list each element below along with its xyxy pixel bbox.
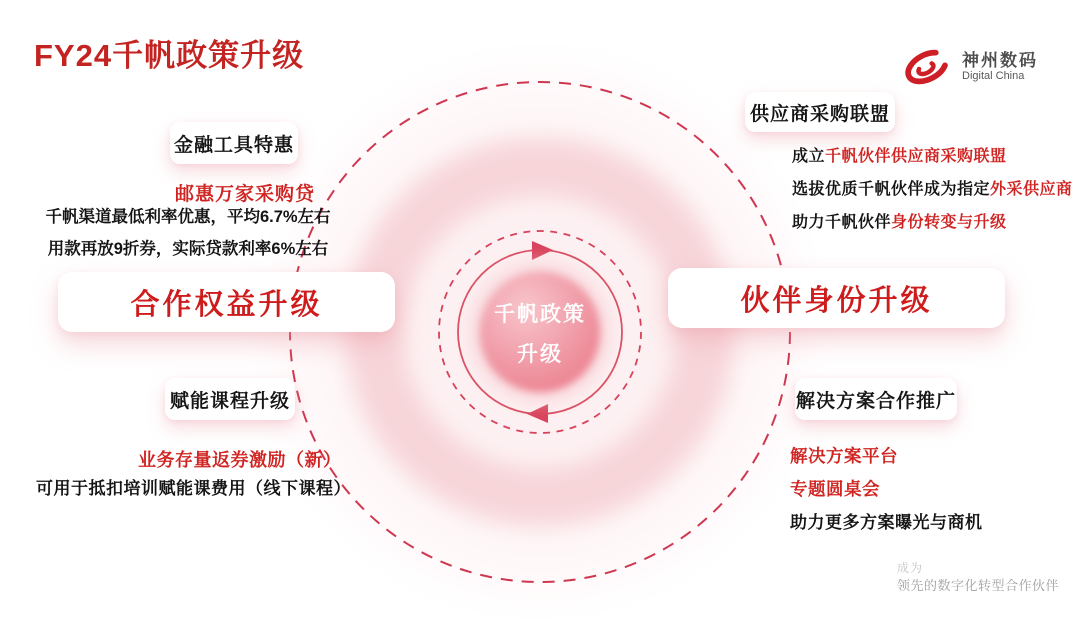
page-title: FY24千帆政策升级 xyxy=(34,38,305,73)
solution-highlight1: 解决方案平台 xyxy=(790,446,898,466)
finance-highlight: 邮惠万家采购贷 xyxy=(175,184,316,205)
alliance-line3 xyxy=(792,206,1073,239)
banner-partner-identity-upgrade xyxy=(668,268,1005,328)
alliance-line1-black: 成立 xyxy=(792,148,826,165)
logo-name-cn: 神州数码 xyxy=(962,50,1038,70)
tag-solution-promotion-label: 解决方案合作推广 xyxy=(795,390,956,412)
alliance-line1 xyxy=(792,140,1073,173)
center-title-line1: 千帆政策 xyxy=(494,303,586,326)
alliance-line2-red: 外采供应商 xyxy=(990,181,1073,198)
center-title-line2: 升级 xyxy=(517,343,563,366)
finance-detail-line2: 用款再放9折券，实际贷款利率6%左右 xyxy=(47,240,329,258)
center-title xyxy=(470,295,610,375)
logo-text xyxy=(962,51,1038,83)
footer-line2: 领先的数字化转型合作伙伴 xyxy=(897,578,1060,593)
tag-solution-promotion xyxy=(795,378,957,420)
finance-detail-line1: 千帆渠道最低利率优惠，平均6.7%左右 xyxy=(45,208,331,226)
banner-partner-identity-label: 伙伴身份升级 xyxy=(740,284,933,317)
alliance-line3-red: 身份转变与升级 xyxy=(891,214,1007,231)
finance-details xyxy=(36,201,340,265)
tag-enablement-course xyxy=(165,378,295,420)
alliance-line1-red: 千帆伙伴供应商采购联盟 xyxy=(825,148,1007,165)
tag-supplier-alliance-label: 供应商采购联盟 xyxy=(749,103,890,125)
footer-line1: 成为 xyxy=(897,561,924,575)
tag-finance-tools xyxy=(170,122,298,164)
alliance-line2 xyxy=(792,173,1073,206)
logo-name-en: Digital China xyxy=(962,70,1025,83)
digital-china-swirl-icon xyxy=(901,44,953,90)
company-logo xyxy=(901,44,1038,90)
solution-detail: 助力更多方案曝光与商机 xyxy=(790,513,983,532)
footer-slogan xyxy=(897,560,1059,594)
banner-cooperation-rights-label: 合作权益升级 xyxy=(130,288,323,321)
alliance-details xyxy=(792,140,1073,239)
banner-cooperation-rights-upgrade xyxy=(58,272,395,332)
alliance-line2-black: 选拔优质千帆伙伴成为指定 xyxy=(792,181,991,198)
course-detail: 可用于抵扣培训赋能课费用（线下课程） xyxy=(36,479,351,498)
tag-enablement-course-label: 赋能课程升级 xyxy=(169,390,290,412)
tag-finance-tools-label: 金融工具特惠 xyxy=(173,134,294,156)
course-highlight: 业务存量返券激励（新） xyxy=(138,450,342,470)
solution-highlight2: 专题圆桌会 xyxy=(790,479,880,499)
tag-supplier-alliance xyxy=(745,92,895,132)
alliance-line3-black: 助力千帆伙伴 xyxy=(792,214,892,231)
